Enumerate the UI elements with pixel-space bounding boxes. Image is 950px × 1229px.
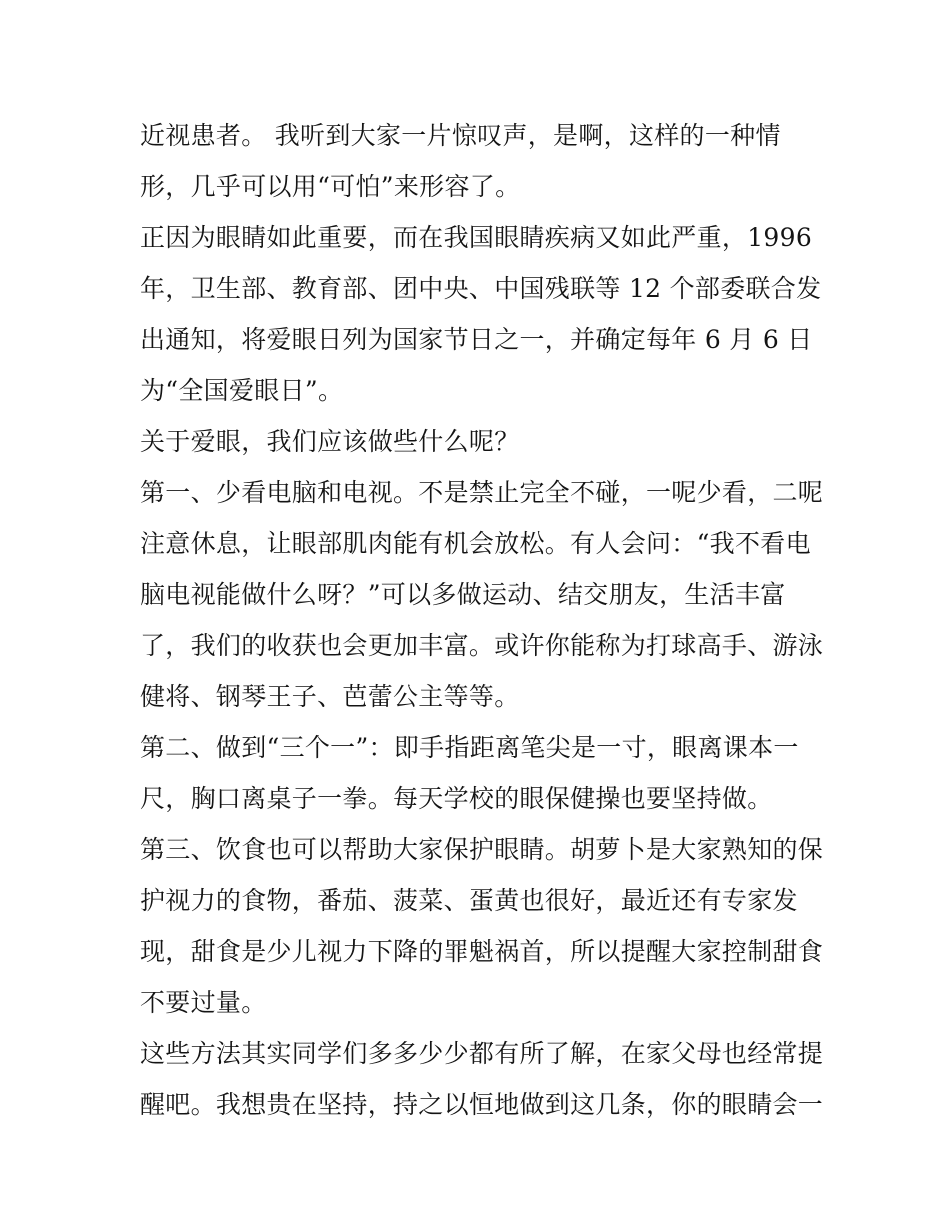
text-line: 注意休息，让眼部肌肉能有机会放松。有人会问：“我不看电 — [140, 529, 811, 558]
text-line: 近视患者。 我听到大家一片惊叹声，是啊，这样的一种情 — [140, 121, 781, 150]
body-text — [140, 110, 830, 1130]
text-line: 现，甜食是少儿视力下降的罪魁祸首，所以提醒大家控制甜食 — [140, 937, 824, 966]
text-line: 第三、饮食也可以帮助大家保护眼睛。胡萝卜是大家熟知的保 — [140, 835, 824, 864]
text-line: 护视力的食物，番茄、菠菜、蛋黄也很好，最近还有专家发 — [140, 886, 798, 915]
text-line: 年，卫生部、教育部、团中央、中国残联等 12 个部委联合发 — [140, 274, 822, 303]
text-line: 醒吧。我想贵在坚持，持之以恒地做到这几条，你的眼睛会一 — [140, 1090, 824, 1119]
text-line: 正因为眼睛如此重要，而在我国眼睛疾病又如此严重，1996 — [140, 223, 813, 252]
text-line: 第一、少看电脑和电视。不是禁止完全不碰，一呢少看，二呢 — [140, 478, 824, 507]
text-line: 了，我们的收获也会更加丰富。或许你能称为打球高手、游泳 — [140, 631, 824, 660]
text-line: 形，几乎可以用“可怕”来形容了。 — [140, 172, 521, 201]
text-line: 尺，胸口离桌子一拳。每天学校的眼保健操也要坚持做。 — [140, 784, 773, 813]
text-line: 健将、钢琴王子、芭蕾公主等等。 — [140, 682, 520, 711]
text-line: 为“全国爱眼日”。 — [140, 376, 344, 405]
text-line: 不要过量。 — [140, 988, 267, 1017]
text-line: 第二、做到“三个一”：即手指距离笔尖是一寸，眼离课本一 — [140, 733, 799, 762]
text-line: 出通知，将爱眼日列为国家节日之一，并确定每年 6 月 6 日 — [140, 325, 813, 354]
text-line: 脑电视能做什么呀？”可以多做运动、结交朋友，生活丰富 — [140, 580, 786, 609]
text-line: 关于爱眼，我们应该做些什么呢？ — [140, 427, 520, 456]
text-line: 这些方法其实同学们多多少少都有所了解，在家父母也经常提 — [140, 1039, 824, 1068]
